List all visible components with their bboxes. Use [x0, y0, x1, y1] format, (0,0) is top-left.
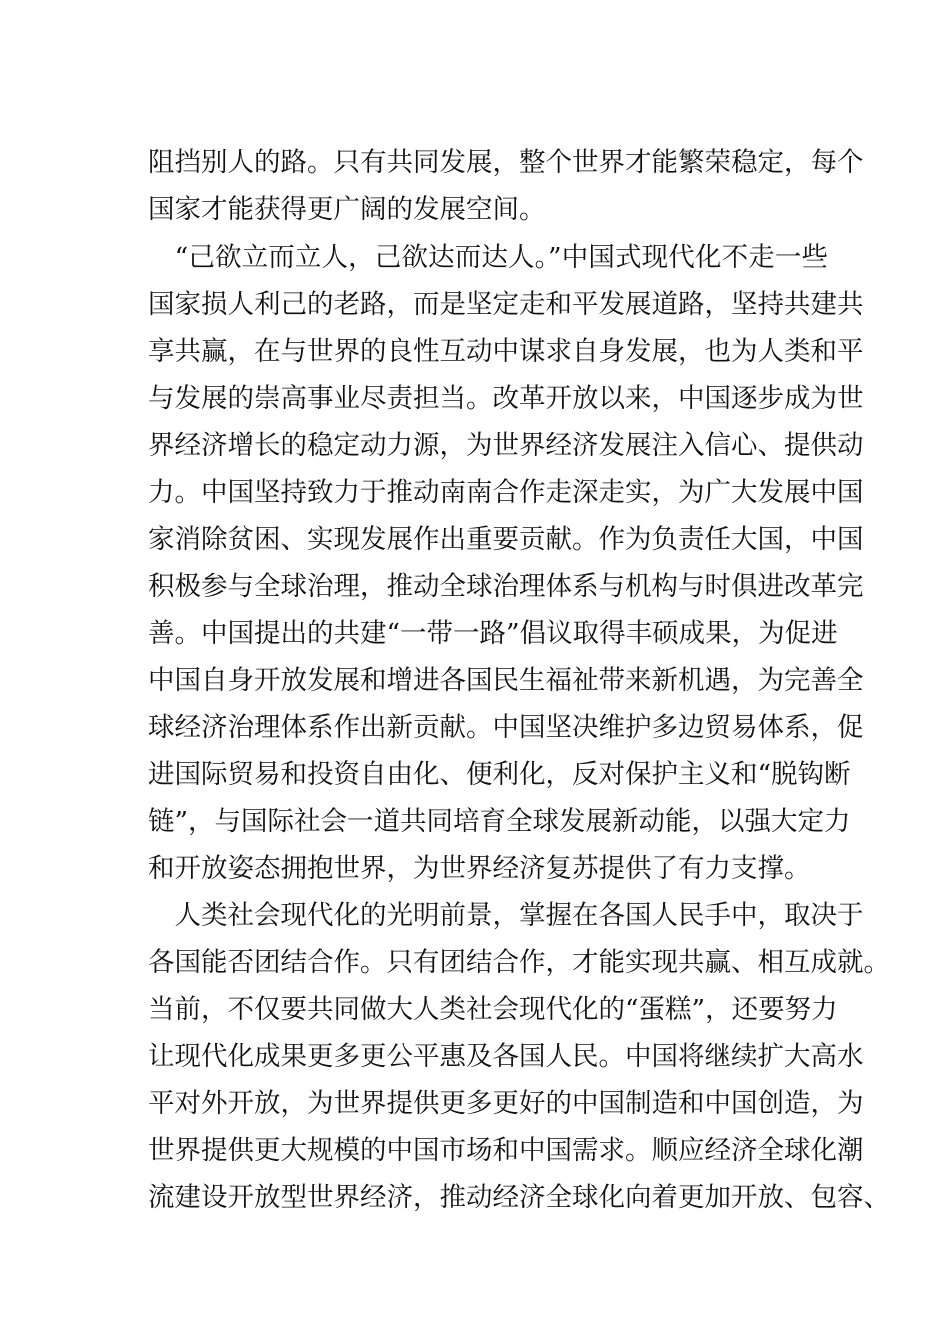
text-line: 国家才能获得更广阔的发展空间。	[148, 194, 546, 225]
text-line: 链”，与国际社会一道共同培育全球发展新动能，以强大定力	[148, 806, 851, 837]
text-line: 让现代化成果更多更公平惠及各国人民。中国将继续扩大高水	[148, 1041, 864, 1072]
text-line: 平对外开放，为世界提供更多更好的中国制造和中国创造，为	[148, 1088, 864, 1119]
text-line: 积极参与全球治理，推动全球治理体系与机构与时俱进改革完	[148, 571, 864, 602]
text-line: “己欲立而立人，己欲达而达人。”中国式现代化不走一些	[148, 242, 828, 273]
text-line: 善。中国提出的共建“一带一路”倡议取得丰硕成果，为促进	[148, 618, 838, 649]
text-line: 中国自身开放发展和增进各国民生福祉带来新机遇，为完善全	[148, 665, 864, 696]
text-line: 家消除贫困、实现发展作出重要贡献。作为负责任大国，中国	[148, 524, 864, 555]
text-line: 国家损人利己的老路，而是坚定走和平发展道路，坚持共建共	[148, 289, 864, 320]
text-line: 人类社会现代化的光明前景，掌握在各国人民手中，取决于	[148, 900, 864, 931]
text-line: 力。中国坚持致力于推动南南合作走深走实，为广大发展中国	[148, 477, 864, 508]
text-line: 各国能否团结合作。只有团结合作，才能实现共赢、相互成就。	[148, 947, 890, 978]
text-line: 和开放姿态拥抱世界，为世界经济复苏提供了有力支撑。	[148, 853, 811, 884]
text-line: 享共赢，在与世界的良性互动中谋求自身发展，也为人类和平	[148, 336, 864, 367]
text-line: 当前，不仅要共同做大人类社会现代化的“蛋糕”，还要努力	[148, 994, 838, 1025]
text-line: 界经济增长的稳定动力源，为世界经济发展注入信心、提供动	[148, 430, 864, 461]
text-line: 进国际贸易和投资自由化、便利化，反对保护主义和“脱钩断	[148, 759, 851, 790]
text-line: 阻挡别人的路。只有共同发展，整个世界才能繁荣稳定，每个	[148, 147, 864, 178]
text-line: 球经济治理体系作出新贡献。中国坚决维护多边贸易体系，促	[148, 712, 864, 743]
text-line: 与发展的崇高事业尽责担当。改革开放以来，中国逐步成为世	[148, 383, 864, 414]
text-line: 世界提供更大规模的中国市场和中国需求。顺应经济全球化潮	[148, 1135, 864, 1166]
text-line: 流建设开放型世界经济，推动经济全球化向着更加开放、包容、	[148, 1182, 890, 1213]
